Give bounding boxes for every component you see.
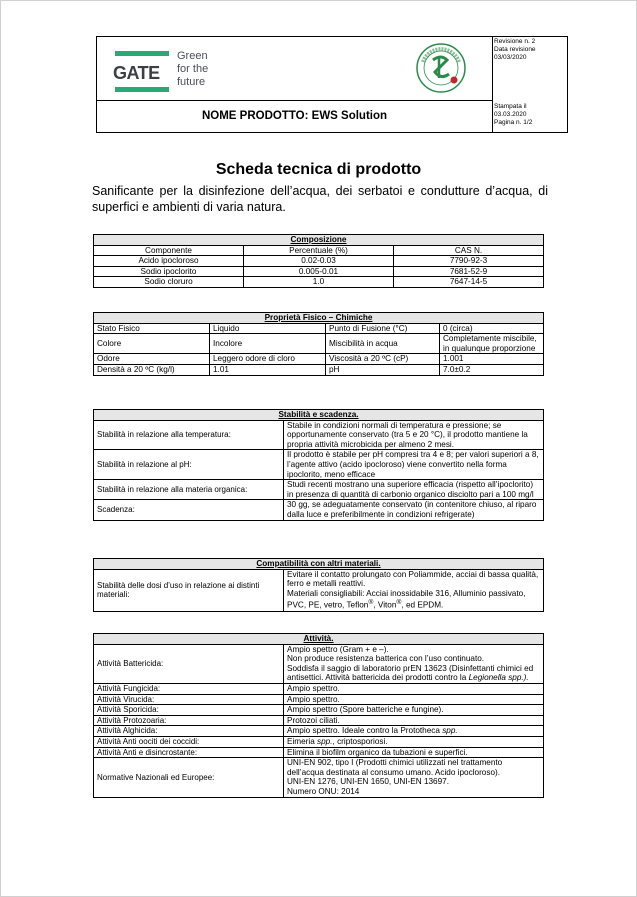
activity-heading: Attività. <box>94 634 544 645</box>
table-row <box>94 334 544 354</box>
header-divider <box>492 37 493 132</box>
row-label: Stabilità delle dosi d’uso in relazione ai distinti materiali: <box>94 569 284 611</box>
row-label: Scadenza: <box>94 500 284 520</box>
italic-text: spp. <box>442 726 458 736</box>
composition-heading: Composizione <box>94 235 544 246</box>
table-cell <box>284 736 544 747</box>
table-row <box>94 736 544 747</box>
cell-line <box>287 664 540 683</box>
table-row <box>94 747 544 758</box>
table-row <box>94 323 544 334</box>
stability-heading: Stabilità e scadenza. <box>94 410 544 421</box>
table-cell <box>284 569 544 611</box>
table-cell <box>284 758 544 797</box>
table-cell: Leggero odore di cloro <box>210 354 326 365</box>
table-cell: Incolore <box>210 334 326 354</box>
tagline-line: Green <box>177 50 208 62</box>
table-row <box>94 266 544 277</box>
logo-bar-bottom <box>115 87 169 92</box>
row-label: Stabilità in relazione alla materia organica: <box>94 480 284 500</box>
table-row <box>94 758 544 797</box>
spray-team-seal-logo <box>415 42 467 94</box>
composition-table <box>93 234 544 288</box>
row-label: Attività Battericida: <box>94 644 284 683</box>
table-cell <box>284 726 544 737</box>
revision-date-label: Data revisione <box>494 46 536 53</box>
printed-date: 03.03.2020 <box>494 111 527 118</box>
compat-text: Evitare il contatto prolungato con Poliammide, acciai di bassa qualità, ferro e metalli reattivi. <box>287 569 539 589</box>
italic-text: Legionella spp.). <box>468 673 529 683</box>
tagline-line: for the <box>177 63 209 75</box>
table-cell: Liquido <box>210 323 326 334</box>
row-label: Attività Sporicida: <box>94 705 284 716</box>
compatibility-table <box>93 558 544 612</box>
table-cell: Odore <box>94 354 210 365</box>
cell-text: Ampio spettro. Ideale contro la Prototheca <box>287 726 443 736</box>
logo-word: GATE <box>113 63 160 83</box>
document-subtitle: Sanificante per la disinfezione dell’acqua, dei serbatoi e condutture d’acqua, di superfici e ambienti di varia natura. <box>92 184 548 214</box>
table-header-row <box>94 245 544 256</box>
table-cell: Colore <box>94 334 210 354</box>
table-cell: Stato Fisico <box>94 323 210 334</box>
row-label: Normative Nazionali ed Europee: <box>94 758 284 797</box>
table-cell: Elimina il biofilm organico da tubazioni e superfici. <box>284 747 544 758</box>
table-row <box>94 500 544 520</box>
table-row <box>94 420 544 450</box>
gate-logo <box>113 45 253 95</box>
tagline-line: future <box>177 76 206 88</box>
table-cell: 0.02-0.03 <box>244 256 394 267</box>
table-row <box>94 277 544 288</box>
row-label: Attività Fungicida: <box>94 683 284 694</box>
table-row <box>94 480 544 500</box>
table-cell: 30 gg, se adeguatamente conservato (in contenitore chiuso, al riparo dalla luce e preferibilmente in condizioni refrigerate) <box>284 500 544 520</box>
properties-heading: Proprietà Fisico – Chimiche <box>94 313 544 324</box>
properties-table <box>93 312 544 376</box>
cell-text: , criptosporiosi. <box>332 736 388 746</box>
materials-tail: , ed EPDM. <box>401 601 444 611</box>
revision-info <box>494 38 536 62</box>
row-label: Stabilità in relazione alla temperatura: <box>94 420 284 450</box>
table-cell: Miscibilità in acqua <box>326 334 440 354</box>
column-header: Percentuale (%) <box>244 245 394 256</box>
printed-label: Stampata il <box>494 103 527 110</box>
cell-line: Numero ONU: 2014 <box>287 786 360 796</box>
cell-line: UNI-EN 902, tipo I (Prodotti chimici utilizzati nel trattamento dell’acqua destinata al consumo umano. Acido ipocloroso). <box>287 758 503 777</box>
table-cell: Protozoi ciliati. <box>284 715 544 726</box>
table-cell: 1.001 <box>440 354 544 365</box>
table-cell: 7647-14-5 <box>394 277 544 288</box>
registered-mark: ® <box>368 599 374 607</box>
activity-table <box>93 633 544 798</box>
table-cell: Ampio spettro (Spore batteriche e fungine). <box>284 705 544 716</box>
print-info <box>494 103 532 127</box>
row-label: Attività Anti e disincrostante: <box>94 747 284 758</box>
table-row <box>94 354 544 365</box>
table-cell: Densità a 20 ºC (kg/l) <box>94 364 210 375</box>
table-cell: 7790-92-3 <box>394 256 544 267</box>
materials-text: Materiali consigliabili: Acciai inossidabile 316, Alluminio passivato, PVC, PE, vetro, Teflon <box>287 588 526 611</box>
row-label: Attività Protozoaria: <box>94 715 284 726</box>
logo-tagline <box>177 50 208 89</box>
table-cell: 1.0 <box>244 277 394 288</box>
compat-materials <box>287 589 540 611</box>
cell-line: UNI-EN 1276, UNI-EN 1650, UNI-EN 13697. <box>287 777 449 787</box>
table-row <box>94 694 544 705</box>
product-name: NOME PRODOTTO: EWS Solution <box>201 109 388 122</box>
table-cell: 0.005-0.01 <box>244 266 394 277</box>
table-cell: 7681-52-9 <box>394 266 544 277</box>
table-row <box>94 683 544 694</box>
column-header: Componente <box>94 245 244 256</box>
revision-number: Revisione n. 2 <box>494 38 536 45</box>
row-label: Stabilità in relazione al pH: <box>94 450 284 480</box>
table-cell: Punto di Fusione (°C) <box>326 323 440 334</box>
table-cell: Completamente miscibile, in qualunque proporzione <box>440 334 544 354</box>
table-cell: Sodio ipoclorito <box>94 266 244 277</box>
table-row <box>94 644 544 683</box>
row-label: Attività Anti oociti dei coccidi: <box>94 736 284 747</box>
cell-text: Soddisfa il saggio di laboratorio prEN 13623 (Disinfettanti chimici ed antisettici. Attività battericida dei prodotti contro la <box>287 663 534 683</box>
cell-line: Ampio spettro (Gram + e –). <box>287 644 389 654</box>
table-cell <box>284 644 544 683</box>
table-cell: 0 (circa) <box>440 323 544 334</box>
logo-bar-top <box>115 51 169 56</box>
table-cell: Studi recenti mostrano una superiore efficacia (rispetto all’ipoclorito) in presenza di quantità di carbonio organico disciolto pari a 100 mg/l <box>284 480 544 500</box>
cell-line: Non produce resistenza batterica con l’uso continuato. <box>287 654 485 664</box>
table-row <box>94 705 544 716</box>
table-cell: Viscosità a 20 ºC (cP) <box>326 354 440 365</box>
viton-text: , Viton <box>373 601 397 611</box>
table-row <box>94 726 544 737</box>
stability-table <box>93 409 544 521</box>
table-row <box>94 715 544 726</box>
table-cell: Il prodotto è stabile per pH compresi tra 4 e 8; per valori superiori a 8, l’agente attivo (acido ipocloroso) viene convertito nella forma ipoclorito, meno efficace <box>284 450 544 480</box>
row-label: Attività Alghicida: <box>94 726 284 737</box>
row-label: Attività Virucida: <box>94 694 284 705</box>
document-header <box>96 36 568 133</box>
cell-text: Eimeria <box>287 736 318 746</box>
table-cell: 7.0±0.2 <box>440 364 544 375</box>
table-row <box>94 256 544 267</box>
column-header: CAS N. <box>394 245 544 256</box>
table-row <box>94 450 544 480</box>
table-row <box>94 364 544 375</box>
table-cell: pH <box>326 364 440 375</box>
table-cell: Acido ipocloroso <box>94 256 244 267</box>
table-row <box>94 569 544 611</box>
table-cell: Ampio spettro. <box>284 683 544 694</box>
italic-text: spp. <box>317 736 333 746</box>
table-cell: Ampio spettro. <box>284 694 544 705</box>
document-title: Scheda tecnica di prodotto <box>215 161 422 178</box>
table-cell: 1.01 <box>210 364 326 375</box>
compatibility-heading: Compatibilità con altri materiali. <box>94 559 544 570</box>
table-cell: Sodio cloruro <box>94 277 244 288</box>
table-cell: Stabile in condizioni normali di temperatura e pressione; se opportunamente conservato (tra 5 e 20 °C), il prodotto mantiene la propria attività microbicida per almeno 2 mesi. <box>284 420 544 450</box>
registered-mark: ® <box>396 599 402 607</box>
page-number: Pagina n. 1/2 <box>494 119 533 126</box>
revision-date: 03/03/2020 <box>494 54 527 61</box>
